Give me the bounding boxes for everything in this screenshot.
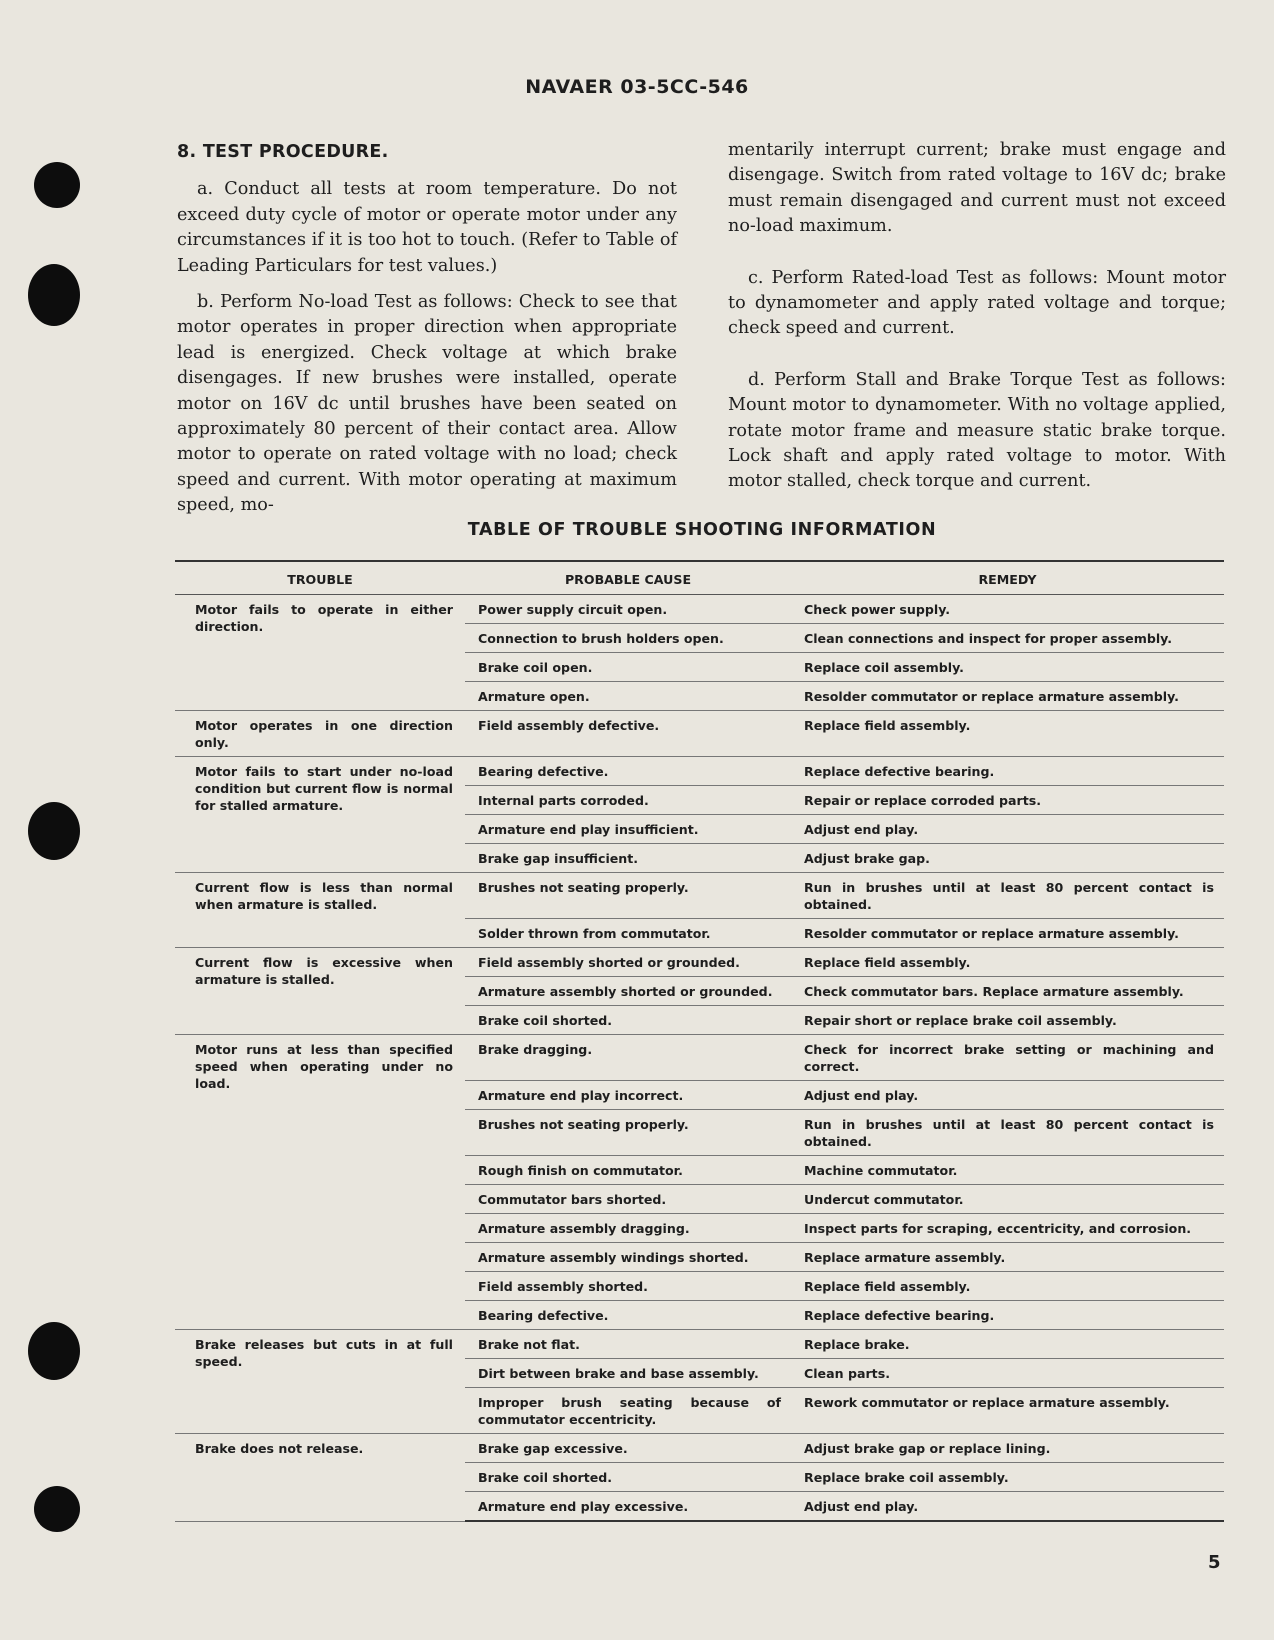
remedy-cell: Adjust brake gap or replace lining. [791, 1434, 1224, 1463]
probable-cause-cell: Brake dragging. [465, 1035, 791, 1081]
probable-cause-cell: Brake gap excessive. [465, 1434, 791, 1463]
probable-cause-cell: Brake coil shorted. [465, 1006, 791, 1035]
remedy-cell: Replace coil assembly. [791, 653, 1224, 682]
binder-hole [28, 802, 80, 860]
page-number: 5 [1208, 1552, 1221, 1573]
remedy-cell: Replace defective bearing. [791, 757, 1224, 786]
probable-cause-cell: Bearing defective. [465, 1301, 791, 1330]
trouble-cell: Motor fails to operate in either direction. [175, 595, 465, 711]
probable-cause-cell: Armature end play insufficient. [465, 815, 791, 844]
table-row [175, 1330, 1224, 1359]
remedy-cell: Undercut commutator. [791, 1185, 1224, 1214]
remedy-cell: Machine commutator. [791, 1156, 1224, 1185]
binder-hole [34, 1486, 80, 1532]
remedy-cell: Clean parts. [791, 1359, 1224, 1388]
probable-cause-cell: Commutator bars shorted. [465, 1185, 791, 1214]
probable-cause-cell: Armature end play incorrect. [465, 1081, 791, 1110]
probable-cause-cell: Improper brush seating because of commutator eccentricity. [465, 1388, 791, 1434]
probable-cause-cell: Brake coil open. [465, 653, 791, 682]
probable-cause-cell: Field assembly shorted or grounded. [465, 948, 791, 977]
table-row [175, 1035, 1224, 1081]
trouble-cell: Motor fails to start under no-load condition but current flow is normal for stalled armature. [175, 757, 465, 873]
probable-cause-cell: Dirt between brake and base assembly. [465, 1359, 791, 1388]
remedy-cell: Replace field assembly. [791, 1272, 1224, 1301]
right-text-column [728, 138, 1226, 506]
remedy-cell: Inspect parts for scraping, eccentricity, and corrosion. [791, 1214, 1224, 1243]
remedy-cell: Check for incorrect brake setting or machining and correct. [791, 1035, 1224, 1081]
trouble-cell: Brake does not release. [175, 1434, 465, 1522]
remedy-cell: Adjust end play. [791, 815, 1224, 844]
probable-cause-cell: Brake gap insufficient. [465, 844, 791, 873]
remedy-cell: Adjust brake gap. [791, 844, 1224, 873]
table-body [175, 595, 1224, 1522]
probable-cause-cell: Rough finish on commutator. [465, 1156, 791, 1185]
left-text-column [177, 138, 677, 530]
probable-cause-cell: Connection to brush holders open. [465, 624, 791, 653]
remedy-cell: Repair short or replace brake coil assembly. [791, 1006, 1224, 1035]
binder-hole [28, 1322, 80, 1380]
probable-cause-cell: Power supply circuit open. [465, 595, 791, 624]
probable-cause-cell: Armature assembly windings shorted. [465, 1243, 791, 1272]
remedy-cell: Adjust end play. [791, 1492, 1224, 1522]
binder-hole [28, 264, 80, 326]
probable-cause-cell: Armature assembly shorted or grounded. [465, 977, 791, 1006]
remedy-cell: Repair or replace corroded parts. [791, 786, 1224, 815]
probable-cause-cell: Brake coil shorted. [465, 1463, 791, 1492]
probable-cause-cell: Brushes not seating properly. [465, 1110, 791, 1156]
remedy-cell: Replace defective bearing. [791, 1301, 1224, 1330]
remedy-cell: Replace brake. [791, 1330, 1224, 1359]
table-row [175, 595, 1224, 624]
trouble-cell: Brake releases but cuts in at full speed. [175, 1330, 465, 1434]
paragraph-c: c. Perform Rated-load Test as follows: Mount motor to dynamometer and apply rated voltage and torque; check speed and current. [728, 267, 1226, 339]
probable-cause-cell: Armature open. [465, 682, 791, 711]
remedy-cell: Run in brushes until at least 80 percent contact is obtained. [791, 873, 1224, 919]
troubleshooting-table [175, 560, 1224, 1522]
column-header-cause: PROBABLE CAUSE [465, 561, 791, 595]
probable-cause-cell: Solder thrown from commutator. [465, 919, 791, 948]
table-row [175, 757, 1224, 786]
remedy-cell: Clean connections and inspect for proper assembly. [791, 624, 1224, 653]
trouble-cell: Current flow is excessive when armature is stalled. [175, 948, 465, 1035]
remedy-cell: Resolder commutator or replace armature assembly. [791, 919, 1224, 948]
probable-cause-cell: Armature assembly dragging. [465, 1214, 791, 1243]
table-row [175, 948, 1224, 977]
remedy-cell: Adjust end play. [791, 1081, 1224, 1110]
paragraph-d: d. Perform Stall and Brake Torque Test as follows: Mount motor to dynamometer. With no voltage applied, rotate motor frame and measure static brake torque. Lock shaft and apply rated voltage to motor. With motor stalled, check torque and current. [728, 369, 1226, 492]
remedy-cell: Resolder commutator or replace armature assembly. [791, 682, 1224, 711]
remedy-cell: Check commutator bars. Replace armature assembly. [791, 977, 1224, 1006]
remedy-cell: Replace armature assembly. [791, 1243, 1224, 1272]
paragraph-a: a. Conduct all tests at room temperature. Do not exceed duty cycle of motor or operate motor under any circumstances if it is too hot to touch. (Refer to Table of Leading Particulars for test values.) [177, 179, 677, 276]
paragraph-b: b. Perform No-load Test as follows: Check to see that motor operates in proper direction when appropriate lead is energized. Check voltage at which brake disengages. If new brushes were installed, operate motor on 16V dc until brushes have been seated on approximately 80 percent of their contact area. Allow motor to operate on rated voltage with no load; check speed and current. With motor operating at maximum speed, mo- [177, 292, 677, 516]
paragraph-b-continued: mentarily interrupt current; brake must engage and disengage. Switch from rated voltage to 16V dc; brake must remain disengaged and current must not exceed no-load maximum. [728, 140, 1226, 237]
remedy-cell: Rework commutator or replace armature assembly. [791, 1388, 1224, 1434]
table-title: TABLE OF TROUBLE SHOOTING INFORMATION [467, 520, 937, 540]
trouble-cell: Motor operates in one direction only. [175, 711, 465, 757]
probable-cause-cell: Brake not flat. [465, 1330, 791, 1359]
probable-cause-cell: Armature end play excessive. [465, 1492, 791, 1522]
table-header-row [175, 561, 1224, 595]
section-title: 8. TEST PROCEDURE. [177, 142, 389, 162]
column-header-remedy: REMEDY [791, 561, 1224, 595]
probable-cause-cell: Internal parts corroded. [465, 786, 791, 815]
probable-cause-cell: Bearing defective. [465, 757, 791, 786]
probable-cause-cell: Field assembly defective. [465, 711, 791, 757]
trouble-cell: Motor runs at less than specified speed when operating under no load. [175, 1035, 465, 1330]
document-number: NAVAER 03-5CC-546 [525, 76, 749, 98]
remedy-cell: Replace field assembly. [791, 711, 1224, 757]
remedy-cell: Run in brushes until at least 80 percent contact is obtained. [791, 1110, 1224, 1156]
table-row [175, 1434, 1224, 1463]
binder-hole [34, 162, 80, 208]
remedy-cell: Check power supply. [791, 595, 1224, 624]
table-row [175, 873, 1224, 919]
remedy-cell: Replace brake coil assembly. [791, 1463, 1224, 1492]
remedy-cell: Replace field assembly. [791, 948, 1224, 977]
column-header-trouble: TROUBLE [175, 561, 465, 595]
trouble-cell: Current flow is less than normal when armature is stalled. [175, 873, 465, 948]
probable-cause-cell: Field assembly shorted. [465, 1272, 791, 1301]
table-row [175, 711, 1224, 757]
probable-cause-cell: Brushes not seating properly. [465, 873, 791, 919]
